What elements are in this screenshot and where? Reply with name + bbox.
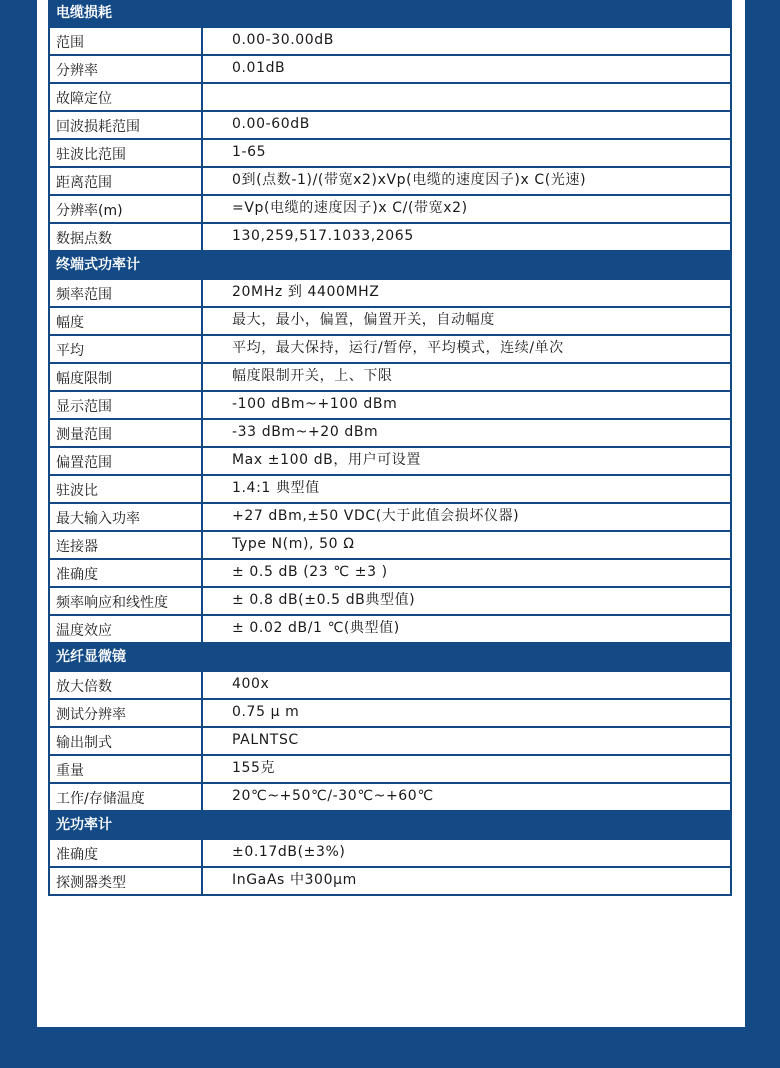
spec-value: ± 0.5 dB (23 ℃ ±3 ): [232, 564, 388, 580]
spec-label: 探测器类型: [50, 868, 203, 894]
spec-label: 测量范围: [50, 420, 203, 446]
spec-value: =Vp(电缆的速度因子)x C/(带宽x2): [232, 200, 468, 216]
spec-value: Type N(m), 50 Ω: [232, 536, 355, 552]
spec-label: 显示范围: [50, 392, 203, 418]
spec-label: 分辨率: [50, 56, 203, 82]
spec-value: Max ±100 dB，用户可设置: [232, 452, 421, 468]
spec-row: [50, 392, 730, 420]
spec-row: [50, 868, 730, 894]
spec-label: 幅度: [50, 308, 203, 334]
spec-row: [50, 280, 730, 308]
spec-label: 温度效应: [50, 616, 203, 642]
section-header: 电缆损耗: [50, 0, 730, 28]
spec-label: 重量: [50, 756, 203, 782]
spec-value: ± 0.02 dB/1 ℃(典型值): [232, 620, 400, 636]
spec-label: 范围: [50, 28, 203, 54]
spec-row: [50, 672, 730, 700]
spec-row: [50, 112, 730, 140]
spec-label: 分辨率(m): [50, 196, 203, 222]
spec-row: [50, 728, 730, 756]
spec-value: 400x: [232, 676, 270, 692]
spec-label: 准确度: [50, 560, 203, 586]
spec-value: 0.01dB: [232, 60, 286, 76]
spec-row: [50, 364, 730, 392]
section-header: 终端式功率计: [50, 252, 730, 280]
spec-value: 155克: [232, 760, 276, 776]
spec-row: [50, 448, 730, 476]
spec-label: 数据点数: [50, 224, 203, 250]
spec-value: 0.75 μ m: [232, 704, 300, 720]
spec-value: 最大，最小，偏置，偏置开关，自动幅度: [232, 312, 495, 328]
spec-value: InGaAs 中300μm: [232, 872, 357, 888]
spec-value: PALNTSC: [232, 732, 299, 748]
spec-value: 20MHz 到 4400MHZ: [232, 284, 380, 300]
spec-label: 测试分辨率: [50, 700, 203, 726]
spec-value: [203, 84, 730, 110]
spec-value: 幅度限制开关，上、下限: [232, 368, 393, 384]
spec-value: ± 0.8 dB(±0.5 dB典型值): [232, 592, 416, 608]
spec-row: [50, 420, 730, 448]
spec-row: [50, 700, 730, 728]
spec-value: ±0.17dB(±3%): [232, 844, 346, 860]
spec-row: [50, 504, 730, 532]
spec-row: [50, 28, 730, 56]
spec-value: 20℃~+50℃/-30℃~+60℃: [232, 788, 434, 804]
spec-label: 距离范围: [50, 168, 203, 194]
spec-page: [37, 0, 745, 1027]
spec-label: 放大倍数: [50, 672, 203, 698]
spec-label: 驻波比范围: [50, 140, 203, 166]
spec-label: 平均: [50, 336, 203, 362]
spec-row: [50, 336, 730, 364]
spec-value: +27 dBm,±50 VDC(大于此值会损坏仪器): [232, 508, 520, 524]
spec-label: 输出制式: [50, 728, 203, 754]
spec-table: [48, 0, 732, 896]
spec-label: 回波损耗范围: [50, 112, 203, 138]
spec-row: [50, 756, 730, 784]
spec-label: 频率响应和线性度: [50, 588, 203, 614]
spec-value: 0.00-60dB: [232, 116, 310, 132]
spec-label: 故障定位: [50, 84, 203, 110]
spec-row: [50, 616, 730, 644]
spec-value: 1-65: [232, 144, 267, 160]
spec-value: 平均，最大保持，运行/暂停，平均模式，连续/单次: [232, 340, 564, 356]
spec-row: [50, 140, 730, 168]
spec-value: 1.4:1 典型值: [232, 480, 320, 496]
spec-label: 连接器: [50, 532, 203, 558]
spec-row: [50, 840, 730, 868]
section-header: 光功率计: [50, 812, 730, 840]
spec-row: [50, 196, 730, 224]
spec-row: [50, 784, 730, 812]
section-header: 光纤显微镜: [50, 644, 730, 672]
spec-value: 0到(点数-1)/(带宽x2)xVp(电缆的速度因子)x C(光速): [232, 172, 587, 188]
spec-label: 驻波比: [50, 476, 203, 502]
spec-row: [50, 308, 730, 336]
spec-row: [50, 84, 730, 112]
spec-label: 偏置范围: [50, 448, 203, 474]
spec-row: [50, 560, 730, 588]
spec-label: 工作/存储温度: [50, 784, 203, 810]
spec-label: 最大输入功率: [50, 504, 203, 530]
spec-row: [50, 476, 730, 504]
spec-row: [50, 224, 730, 252]
spec-row: [50, 588, 730, 616]
spec-row: [50, 532, 730, 560]
spec-value: 130,259,517.1033,2065: [232, 228, 414, 244]
spec-value: -33 dBm~+20 dBm: [232, 424, 379, 440]
spec-value: 0.00-30.00dB: [232, 32, 334, 48]
spec-value: -100 dBm~+100 dBm: [232, 396, 398, 412]
spec-label: 幅度限制: [50, 364, 203, 390]
spec-label: 频率范围: [50, 280, 203, 306]
spec-label: 准确度: [50, 840, 203, 866]
spec-row: [50, 168, 730, 196]
spec-row: [50, 56, 730, 84]
